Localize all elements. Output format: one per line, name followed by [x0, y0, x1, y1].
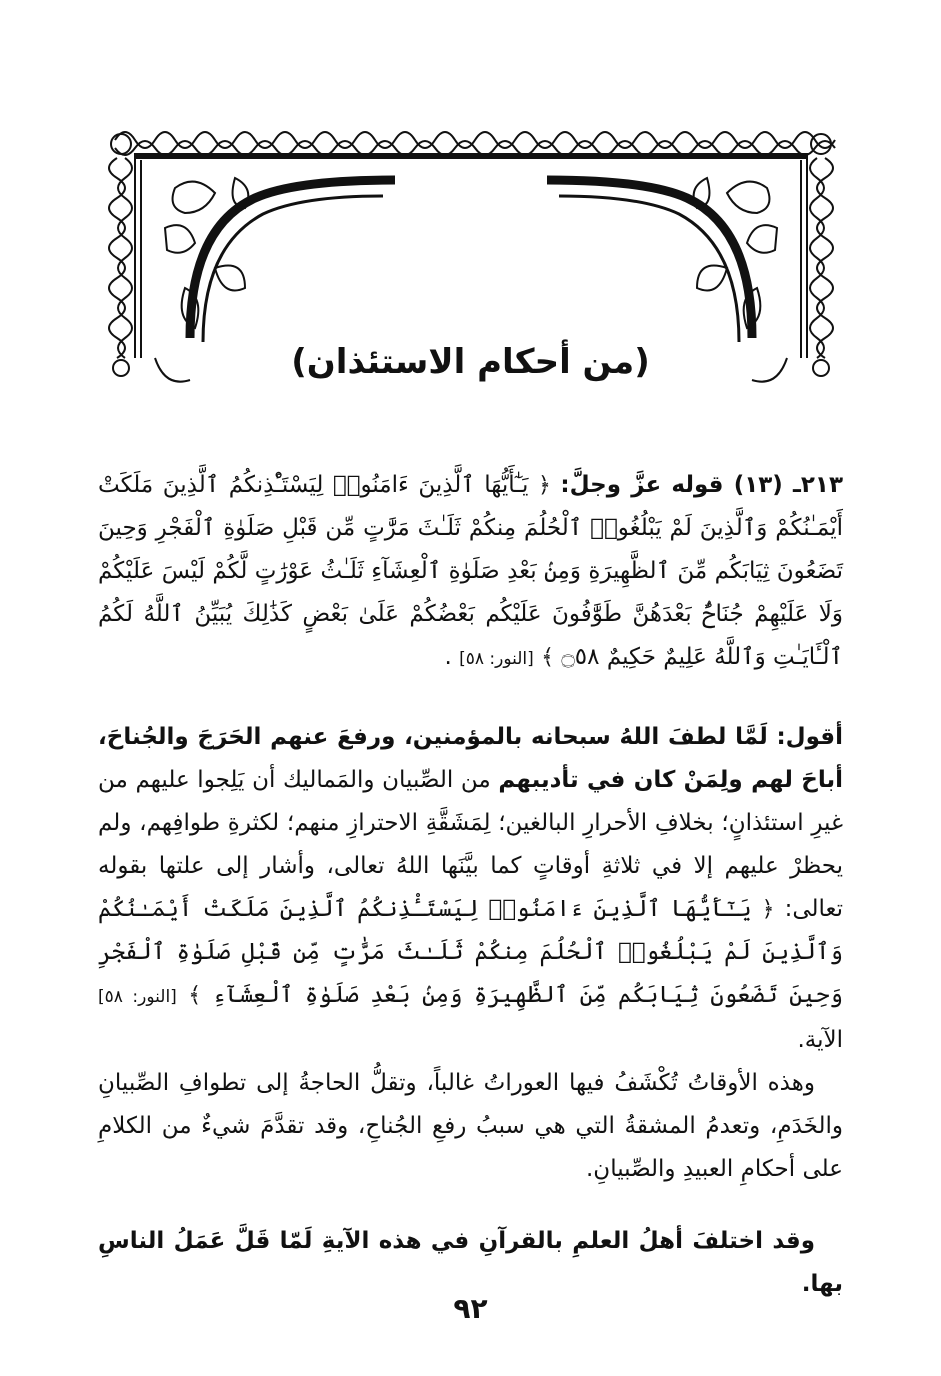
quran-open-bracket: ﴿ — [761, 897, 775, 922]
page-number: ٩٢ — [453, 1292, 488, 1325]
quran-close-bracket: ﴾ — [188, 983, 202, 1008]
quran-verse: يَـٰٓأَيُّهَا ٱلَّذِينَ ءَامَنُوا۟ لِيَسْتَـْٔذِنكُمُ ٱلَّذِينَ مَلَكَتْ أَيْمَـٰنُكُمْ وَٱلَّذِينَ لَمْ يَبْلُغُوا۟ ٱلْحُلُمَ مِنكُمْ ثَلَـٰثَ مَرَّٰتٍ مِّن قَبْلِ صَلَوٰةِ ٱلْفَجْرِ وَحِينَ تَضَعُونَ ثِيَابَكُم مِّنَ ٱلظَّهِيرَةِ وَمِنۢ بَعْدِ صَلَوٰةِ ٱلْعِشَآءِ ثَلَـٰثُ عَوْرَٰتٍ لَّكُمْ لَيْسَ عَلَيْكُمْ وَلَا عَلَيْهِمْ جُنَاحٌۢ بَعْدَهُنَّ طَوَّٰفُونَ عَلَيْكُم بَعْضُكُمْ عَلَىٰ بَعْضٍ كَذَٰلِكَ يُبَيِّنُ ٱللَّهُ لَكُمُ ٱلْـَٔايَـٰتِ وَٱللَّهُ عَلِيمٌ حَكِيمٌ — [98, 472, 843, 670]
paragraph-text: وقد اختلفَ أهلُ العلمِ بالقرآنِ في هذه الآيةِ لَمّا قَلَّ عَمَلُ الناسِ بها. — [98, 1228, 843, 1297]
section-title: (من أحكام الاستئذان) — [291, 342, 650, 382]
paragraph-times — [98, 1062, 843, 1191]
commentary-lead: أقول: لَمَّا لطفَ اللهُ سبحانه بالمؤمنين، ورفعَ عنهم الحَرَجَ والجُناحَ، أباحَ لهم ولِمَنْ كان في تأديبهم — [98, 724, 844, 793]
ayah-number-icon: ۝٥٨ — [561, 644, 600, 670]
quran-close-bracket: ﴾ — [541, 645, 554, 670]
paragraph-text: وهذه الأوقاتُ تُكْشَفُ فيها العوراتُ غالباً، وتقلُّ الحاجةُ إلى تطوافِ الصِّبيانِ والخَدَمِ، وتعدمُ المشقةُ التي هي سببُ رفعِ الجُناحِ، وقد تقدَّمَ شيءٌ من الكلامِ على أحكامِ العبيدِ والصِّبيانِ. — [98, 1070, 843, 1182]
verse-reference: [النور: ٥٨] — [98, 987, 177, 1007]
ayah-suffix: الآية. — [797, 1027, 843, 1053]
quran-open-bracket: ﴿ — [537, 473, 551, 498]
period: . — [444, 644, 452, 670]
commentary-text: من الصِّبيان والمَماليك أن يَلِجوا عليهم من غيرِ استئذانٍ؛ بخلافِ الأحرارِ البالغين؛ لِمَشَقَّةِ الاحترازِ منهم؛ لكثرةِ طوافِهم، ولم يحظرْ عليهم إلا في ثلاثةِ أوقاتٍ كما بيَّنَها اللهُ تعالى، وأشار إلى علتها بقوله تعالى: — [98, 767, 844, 922]
verse-reference: [النور: ٥٨] — [459, 649, 534, 669]
paragraph-commentary — [98, 716, 843, 1062]
quran-verse: يَـٰٓأَيُّهَا ٱلَّذِينَ ءَامَنُوا۟ لِيَسْتَـْٔذِنكُمُ ٱلَّذِينَ مَلَكَتْ أَيْمَـٰنُكُمْ وَٱلَّذِينَ لَمْ يَبْلُغُوا۟ ٱلْحُلُمَ مِنكُمْ ثَلَـٰثَ مَرَّٰتٍ مِّن قَبْلِ صَلَوٰةِ ٱلْفَجْرِ وَحِينَ تَضَعُونَ ثِيَابَكُم مِّنَ ٱلظَّهِيرَةِ وَمِنۢ بَعْدِ صَلَوٰةِ ٱلْعِشَآءِ — [98, 896, 843, 1008]
paragraph-verse-213 — [98, 464, 843, 681]
entry-lead: ٢١٣ـ (١٣) قوله عزَّ وجلَّ: — [560, 472, 844, 498]
